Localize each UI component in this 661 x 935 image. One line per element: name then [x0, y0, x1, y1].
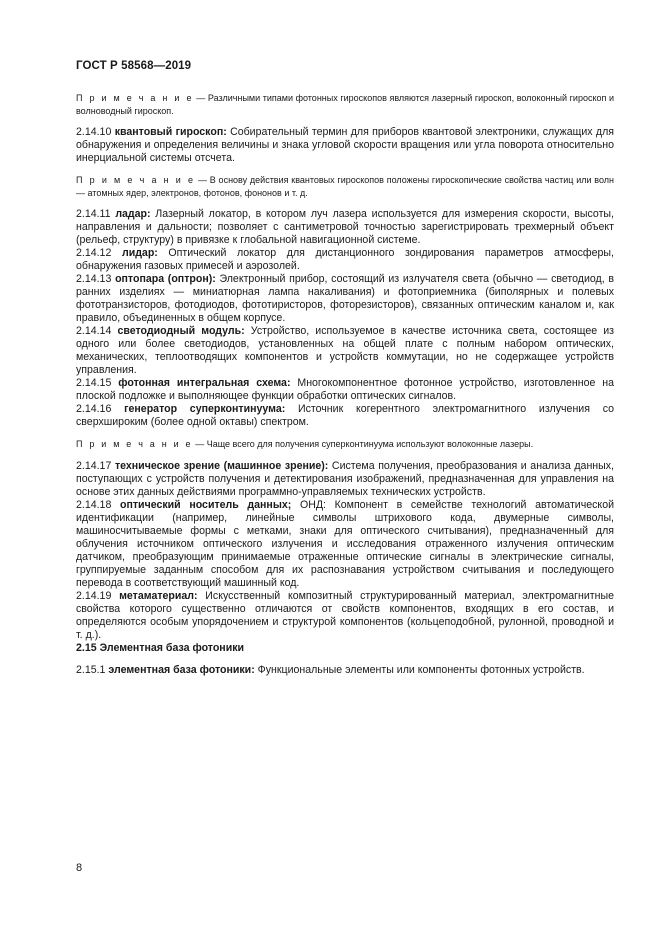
note-label: П р и м е ч а н и е: [76, 93, 194, 103]
term-definition: Лазерный локатор, в котором луч лазера используется для измерения скорости, высоты, направления и дальности; позволяет с сантиметровой точностью зарегистрировать трехмерный объект (рельеф, структуру) в привязке к глобальной навигационной системе.: [76, 208, 614, 246]
section-number: 2.15: [76, 641, 97, 654]
term-name: метаматериал:: [119, 589, 198, 602]
term-definition: Искусственный композитный структурированный материал, электромагнитные свойства которого существенно отличаются от свойств компонентов, входящих в его состав, и определяются особым упорядочением и структурой компонентов (кольцеподобной, рулонной, проводной и т. д.).: [76, 589, 614, 641]
entry-number: 2.14.16: [76, 403, 112, 415]
term-name: квантовый гироскоп:: [114, 126, 227, 138]
note-text: — Чаще всего для получения суперконтинуума используют волоконные лазеры.: [192, 439, 534, 449]
entry-number: 2.15.1: [76, 663, 106, 676]
term-name: генератор суперконтинуума:: [124, 403, 286, 415]
term-name: оптопара (оптрон):: [115, 273, 216, 285]
term-definition: Система получения, преобразования и анализа данных, поступающих с устройств получения и детектирования изображений, предназначенная для управления на основе этих данных действиями программно-управляемых технических устройств.: [76, 459, 614, 498]
note-paragraph: [76, 438, 614, 451]
term-entry: [76, 590, 614, 642]
term-entry: [76, 499, 614, 590]
term-entry: [76, 126, 614, 165]
term-entry: [76, 208, 614, 247]
entry-number: 2.14.19: [76, 589, 112, 602]
entry-number: 2.14.13: [76, 273, 112, 285]
note-label: П р и м е ч а н и е: [76, 439, 193, 449]
note-label: П р и м е ч а н и е: [76, 175, 196, 185]
term-entry: [76, 664, 614, 677]
term-name: светодиодный модуль:: [117, 325, 245, 337]
term-entry: [76, 377, 614, 403]
document-header: ГОСТ Р 58568—2019: [76, 60, 192, 72]
entry-number: 2.14.12: [76, 247, 112, 259]
note-paragraph: [76, 174, 614, 199]
section-title: Элементная база фотоники: [99, 641, 245, 654]
term-definition: Функциональные элементы или компоненты фотонных устройств.: [254, 663, 585, 676]
page-number: 8: [76, 862, 83, 874]
term-name: оптический носитель данных;: [120, 498, 292, 511]
term-name: фотонная интегральная схема:: [118, 377, 291, 389]
document-body: [76, 92, 614, 677]
term-entry: [76, 460, 614, 499]
term-definition: Источник когерентного электромагнитного излучения со сверхшироким (более одной октавы) спектром.: [76, 403, 614, 428]
term-entry: [76, 325, 614, 377]
term-entry: [76, 273, 614, 325]
term-name: лидар:: [121, 247, 158, 259]
entry-number: 2.14.14: [76, 325, 112, 337]
note-text: — Различными типами фотонных гироскопов являются лазерный гироскоп, волоконный гироскоп и волноводный гироскоп.: [76, 93, 615, 116]
term-definition: ОНД: Компонент в семействе технологий автоматической идентификации (например, линейные символы штрихового кода, двумерные символы, машиносчитываемые формы с метками, знаки для оптического считывания), предназначенный для облучения источником оптического излучения и исследования отраженного излучения оптическим датчиком, преобразующим принимаемые отраженные оптические сигналы в электрические сигналы, группируемые заданным способом для их распознавания устройством считывания и последующего перевода в соответствующий машинный код.: [76, 498, 614, 589]
entry-number: 2.14.17: [76, 459, 112, 472]
note-paragraph: [76, 92, 614, 117]
note-text: — В основу действия квантовых гироскопов положены гироскопические свойства частиц или волн — атомных ядер, электронов, фотонов, фононов и т. д.: [76, 175, 614, 198]
entry-number: 2.14.11: [76, 208, 111, 220]
entry-number: 2.14.10: [76, 126, 112, 138]
term-name: техническое зрение (машинное зрение):: [114, 459, 329, 472]
term-entry: [76, 247, 614, 273]
term-name: элементная база фотоники:: [108, 663, 255, 676]
term-definition: Собирательный термин для приборов квантовой электроники, служащих для обнаружения и определения величины и знака угловой скорости вращения или угла поворота относительно инерциальной системы отсчета.: [76, 126, 614, 164]
term-definition: Электронный прибор, состоящий из излучателя света (обычно — светодиод, в ранних изделиях — миниатюрная лампа накаливания) и фотоприемника (биполярных и полевых фототранзисторов, фотодиодов, фототиристоров, фоторезисторов), связанных оптическим каналом и, как правило, объединенных в общем корпусе.: [76, 273, 615, 324]
entry-number: 2.14.18: [76, 498, 112, 511]
term-definition: Устройство, используемое в качестве источника света, состоящее из одного или более светодиодов, установленных на общей плате с полным набором оптических, механических, теплоотводящих компонентов и устройств коммутации, но не содержащее устройств управления.: [76, 325, 614, 376]
term-definition: Оптический локатор для дистанционного зондирования параметров атмосферы, обнаружения газовых примесей и аэрозолей.: [76, 247, 614, 272]
section-heading: [76, 642, 614, 655]
term-entry: [76, 403, 614, 429]
term-definition: Многокомпонентное фотонное устройство, изготовленное на плоской подложке и выполняющее функции обработки оптических сигналов.: [76, 377, 615, 402]
term-name: ладар:: [115, 208, 151, 220]
entry-number: 2.14.15: [76, 377, 112, 389]
